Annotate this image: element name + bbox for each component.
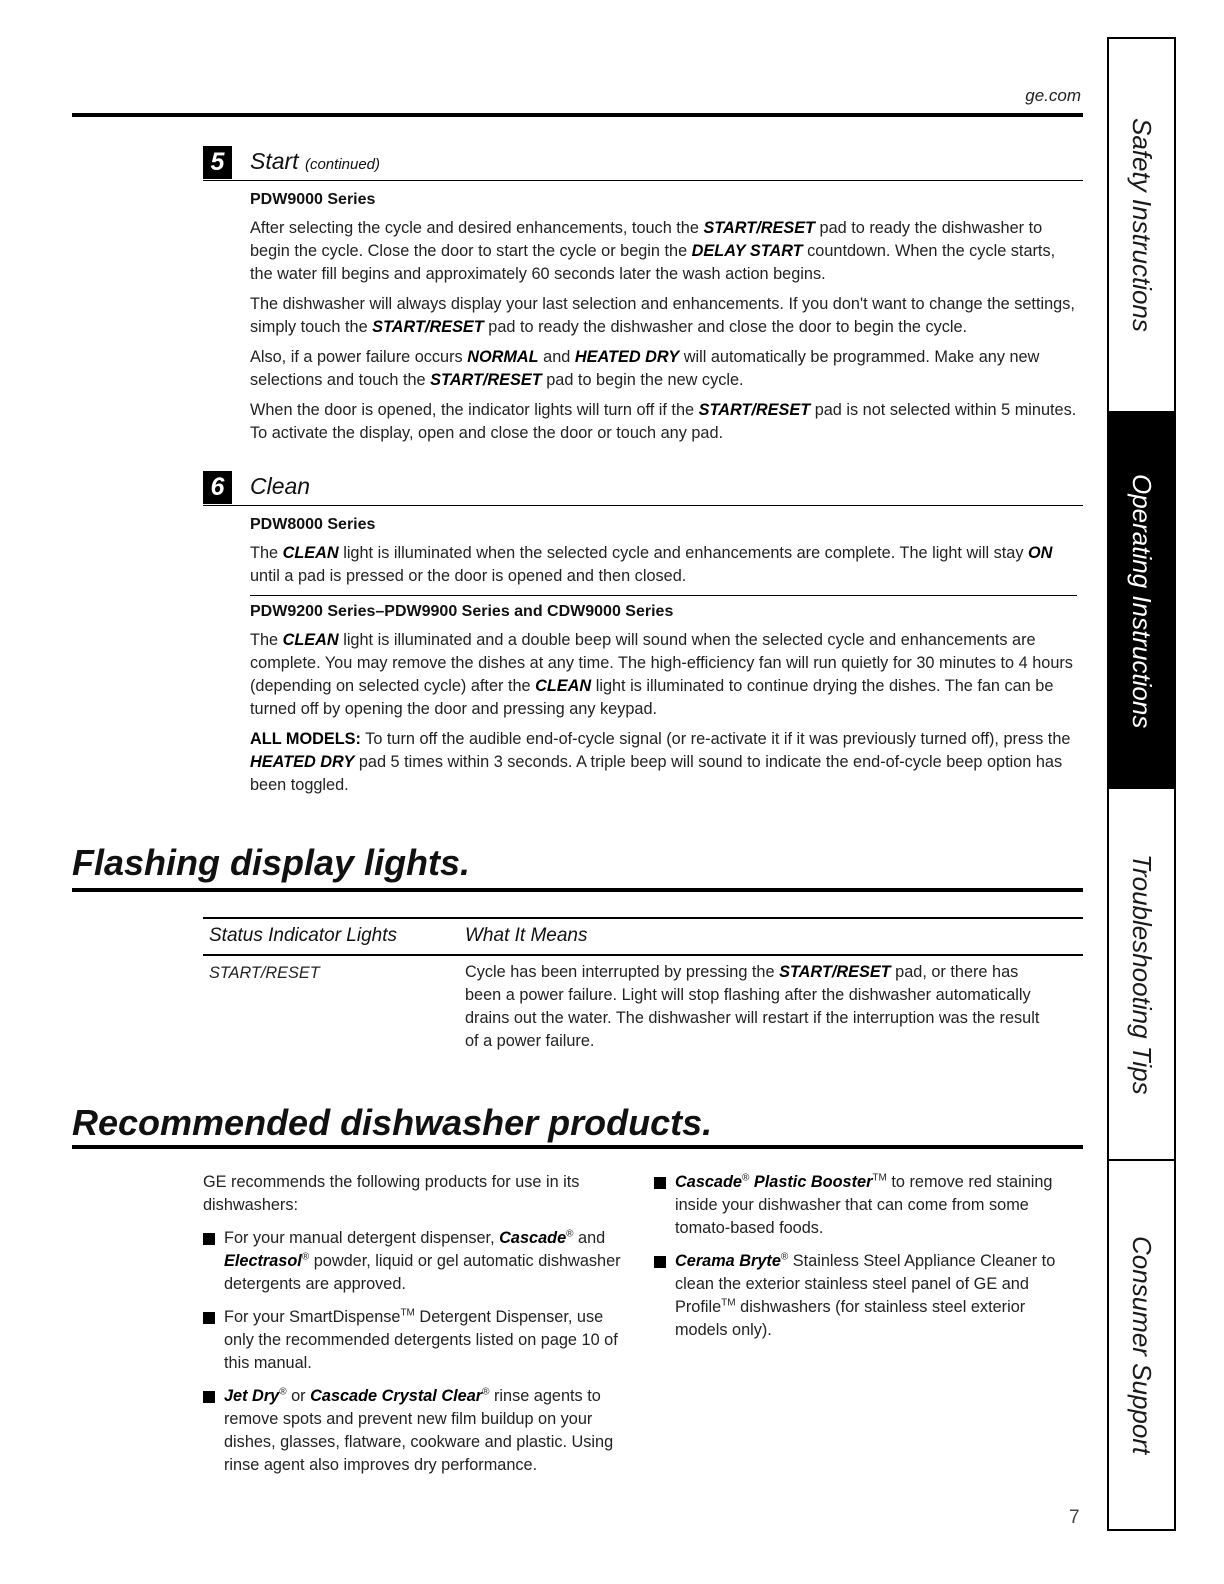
bullet-icon bbox=[203, 1312, 215, 1324]
list-item: Cerama Bryte® Stainless Steel Appliance Cleaner to clean the exterior stainless steel panel of GE and Profile™ dishwashers (for stainless steel exterior models only). bbox=[654, 1250, 1082, 1342]
page-number: 7 bbox=[1069, 1507, 1080, 1528]
step-number-6: 6 bbox=[203, 471, 232, 504]
section-start bbox=[203, 146, 1083, 452]
section-start-body bbox=[250, 188, 1077, 445]
section-clean-body bbox=[250, 513, 1077, 797]
list-item: For your manual detergent dispenser, Cascade® and Electrasol® powder, liquid or gel automatic dishwasher detergents are approved. bbox=[203, 1227, 633, 1296]
bullet-icon bbox=[654, 1177, 666, 1189]
section-start-header bbox=[203, 146, 1083, 181]
paragraph: The dishwasher will always display your last selection and enhancements. If you don't want to change the settings, simply touch the START/RESET pad to ready the dishwasher and close the door to begin the cycle. bbox=[250, 295, 1075, 336]
products-heading: Recommended dishwasher products. bbox=[72, 1102, 713, 1143]
step-number-5: 5 bbox=[203, 146, 232, 179]
series-subheading: PDW9200 Series–PDW9900 Series and CDW9000 Series bbox=[250, 595, 1077, 623]
products-intro: GE recommends the following products for use in its dishwashers: bbox=[203, 1173, 580, 1214]
section-clean bbox=[203, 471, 1083, 804]
list-item: For your SmartDispense™ Detergent Dispenser, use only the recommended detergents listed on page 10 of this manual. bbox=[203, 1306, 633, 1375]
products-right-column bbox=[654, 1171, 1082, 1352]
paragraph: ALL MODELS: To turn off the audible end-of-cycle signal (or re-activate it if it was previously turned off), press the HEATED DRY pad 5 times within 3 seconds. A triple beep will sound to indicate the end-of-cycle beep option has been toggled. bbox=[250, 730, 1071, 794]
paragraph: Also, if a power failure occurs NORMAL and HEATED DRY will automatically be programmed. Make any new selections and touch the START/RESET pad to begin the new cycle. bbox=[250, 348, 1040, 389]
section-title-text: Start bbox=[250, 148, 299, 174]
series-subheading: PDW9000 Series bbox=[250, 191, 376, 208]
col-header-meaning: What It Means bbox=[465, 925, 588, 946]
list-item: Cascade® Plastic Booster™ to remove red staining inside your dishwasher that can come from some tomato-based foods. bbox=[654, 1171, 1082, 1240]
paragraph: The CLEAN light is illuminated when the selected cycle and enhancements are complete. The light will stay ON until a pad is pressed or the door is opened and then closed. bbox=[250, 544, 1053, 585]
bullet-icon bbox=[654, 1256, 666, 1268]
products-left-column bbox=[203, 1171, 633, 1487]
status-light: START/RESET bbox=[209, 964, 320, 982]
paragraph: The CLEAN light is illuminated and a double beep will sound when the selected cycle and enhancements are complete. You may remove the dishes at any time. The high-efficiency fan will run quietly for 30 minutes to 4 hours (depending on selected cycle) after the CLEAN light is illuminated to continue drying the dishes. The fan can be turned off by opening the door and pressing any keypad. bbox=[250, 631, 1073, 718]
tab-operating-instructions[interactable]: Operating Instructions bbox=[1109, 413, 1174, 789]
table-row bbox=[203, 956, 1083, 1061]
heading-rule bbox=[72, 888, 1083, 892]
list-item: Jet Dry® or Cascade Crystal Clear® rinse agents to remove spots and prevent new film buildup on your dishes, glasses, flatware, cookware and plastic. Using rinse agent also improves dry performance. bbox=[203, 1385, 633, 1477]
bullet-icon bbox=[203, 1391, 215, 1403]
tab-safety-instructions[interactable]: Safety Instructions bbox=[1109, 39, 1174, 413]
continued-label: (continued) bbox=[304, 156, 381, 173]
status-table bbox=[203, 917, 1083, 1061]
section-clean-header bbox=[203, 471, 1083, 506]
flashing-heading: Flashing display lights. bbox=[72, 842, 471, 883]
paragraph: When the door is opened, the indicator lights will turn off if the START/RESET pad is not selected within 5 minutes. To activate the display, open and close the door or touch any pad. bbox=[250, 401, 1077, 442]
section-title: Clean bbox=[250, 473, 311, 499]
bullet-icon bbox=[203, 1233, 215, 1245]
tab-troubleshooting-tips[interactable]: Troubleshooting Tips bbox=[1109, 789, 1174, 1161]
heading-rule bbox=[72, 1145, 1083, 1149]
site-url[interactable]: ge.com bbox=[1025, 86, 1081, 105]
col-header-status: Status Indicator Lights bbox=[209, 925, 397, 946]
side-tab-bar bbox=[1107, 37, 1176, 1531]
status-meaning: Cycle has been interrupted by pressing the START/RESET pad, or there has been a power failure. Light will stop flashing after the dishwasher automatically drains out the water. The dishwasher will restart if the interruption was the result of a power failure. bbox=[465, 963, 1040, 1050]
paragraph: After selecting the cycle and desired enhancements, touch the START/RESET pad to ready the dishwasher to begin the cycle. Close the door to start the cycle or begin the DELAY START countdown. When the cycle starts, the water fill begins and approximately 60 seconds later the wash action begins. bbox=[250, 219, 1056, 283]
tab-consumer-support[interactable]: Consumer Support bbox=[1127, 1235, 1157, 1455]
series-subheading: PDW8000 Series bbox=[250, 516, 376, 533]
header-rule bbox=[72, 113, 1083, 117]
section-title bbox=[250, 148, 380, 175]
table-header bbox=[203, 919, 1083, 956]
